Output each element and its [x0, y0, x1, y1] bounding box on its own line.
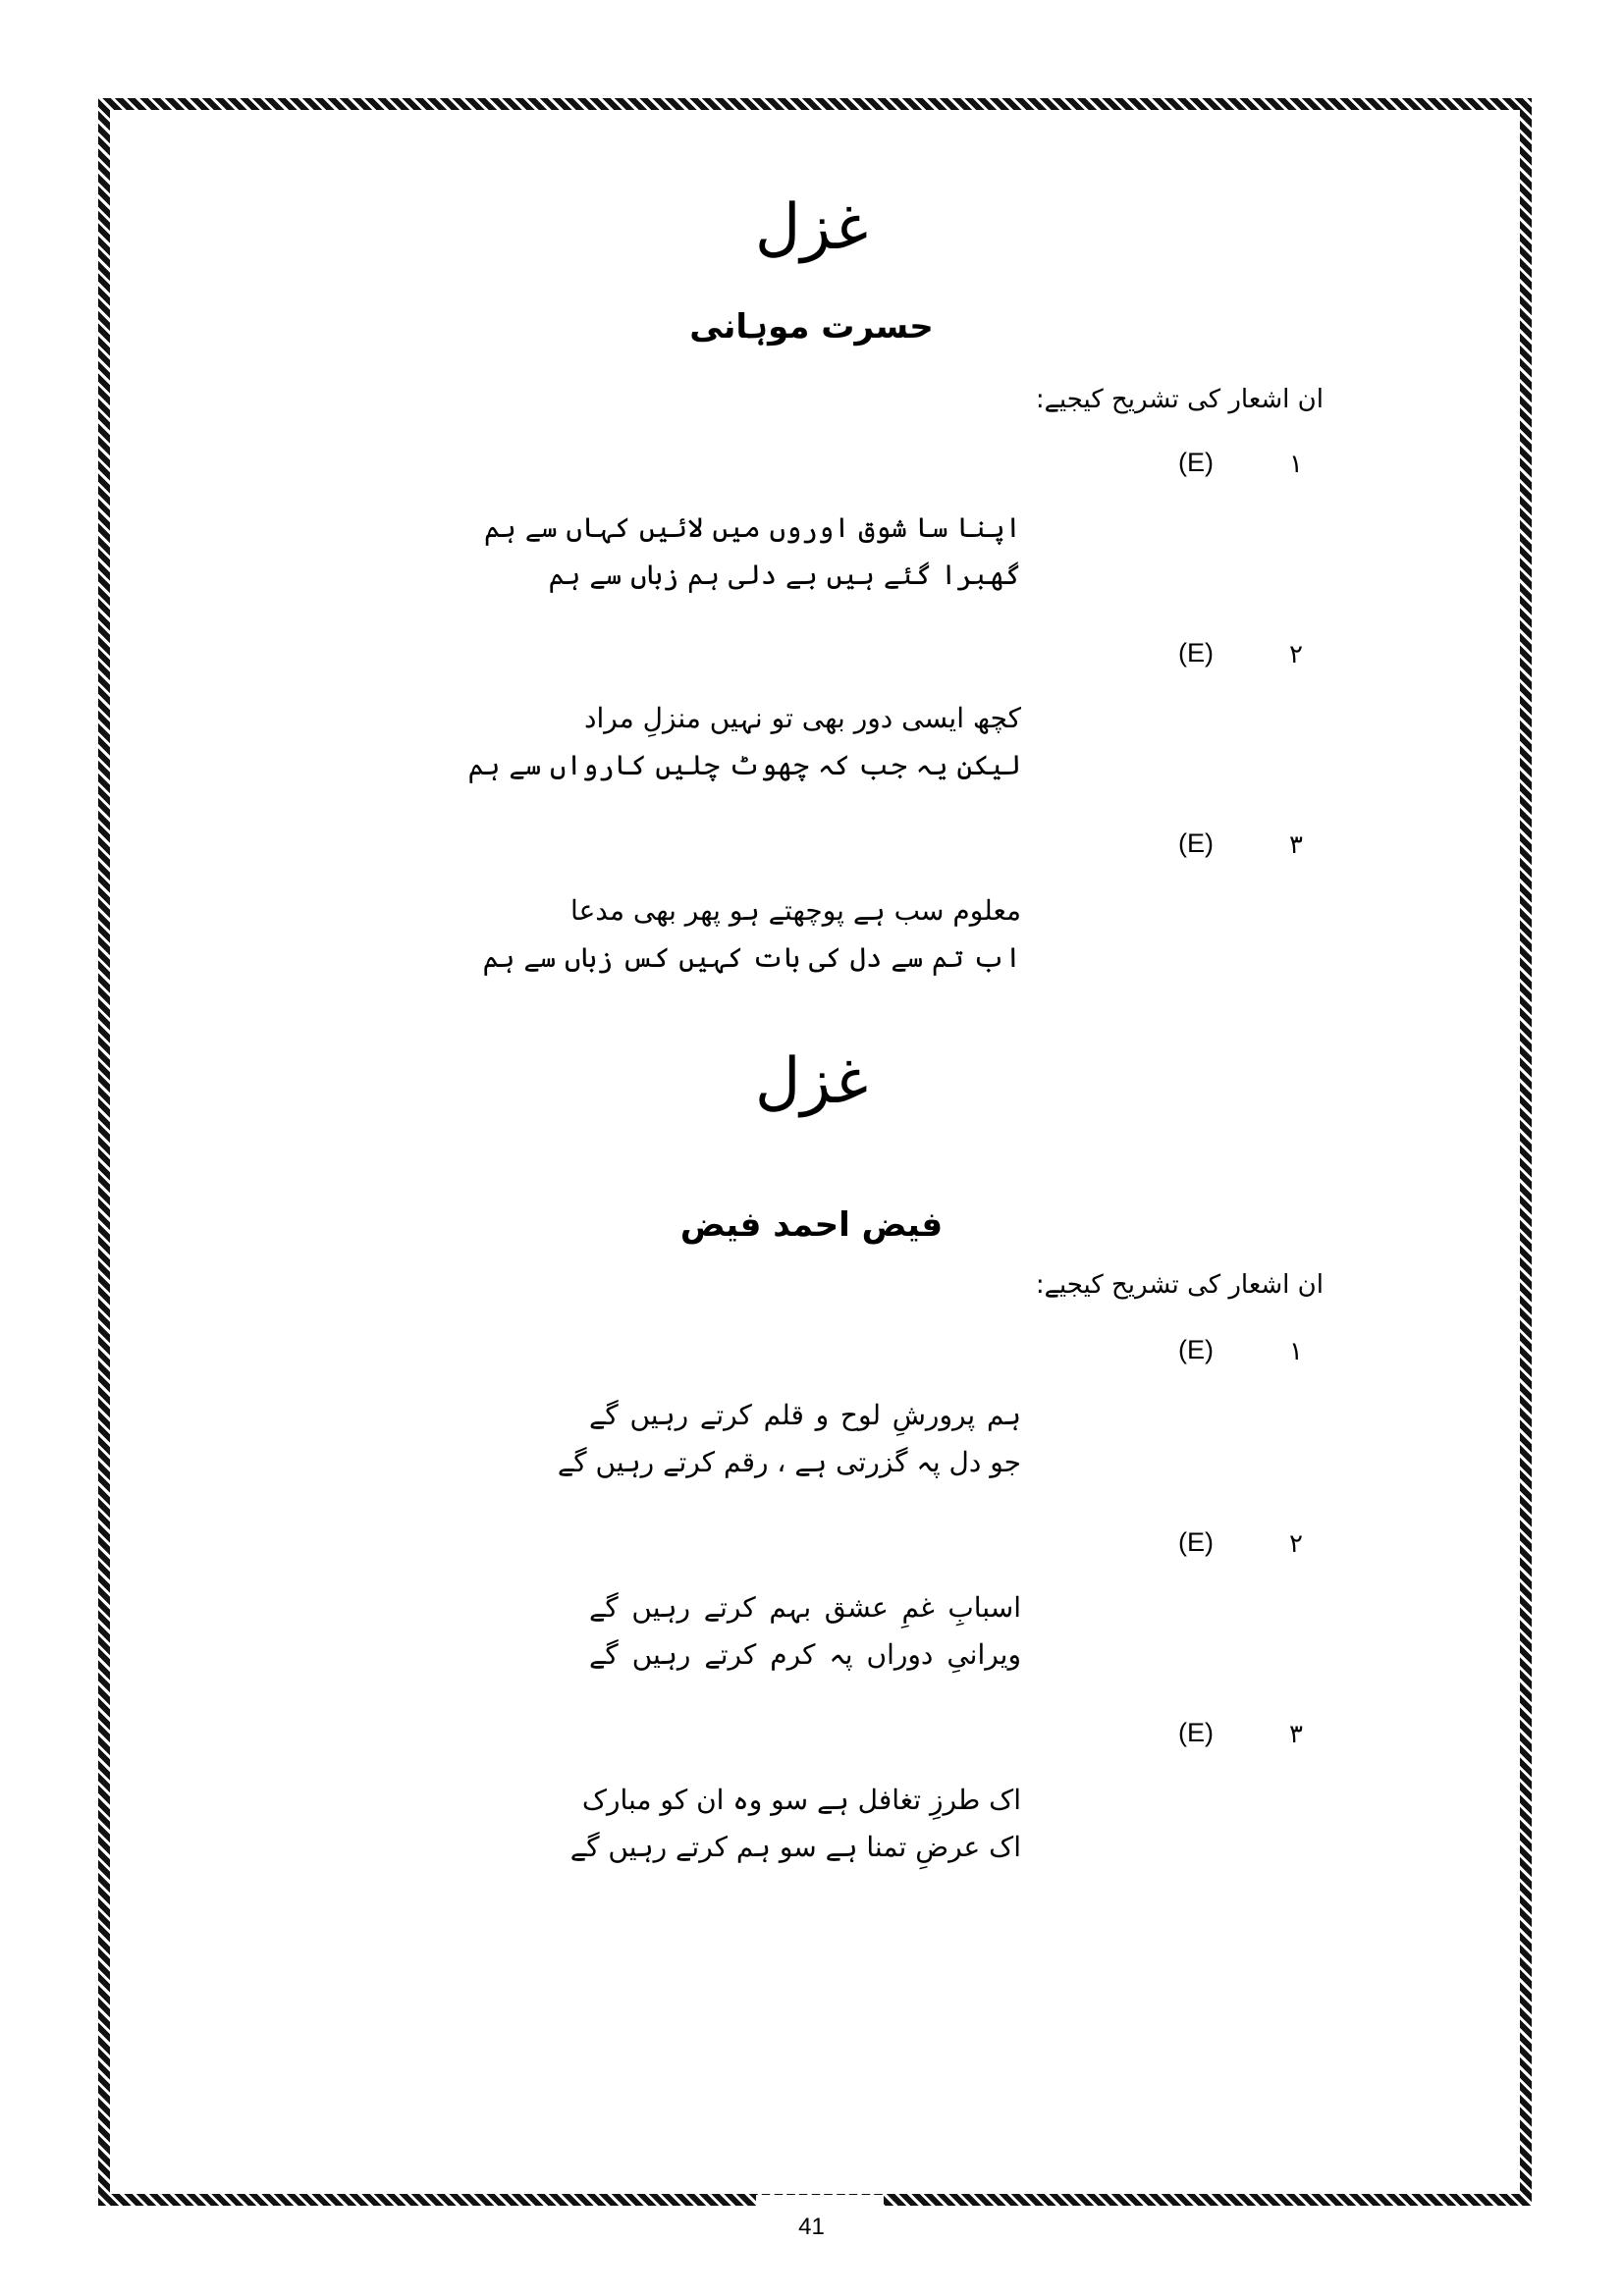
verse-line: اک طرزِ تغافل ہے سو وہ ان کو مبارک — [581, 1784, 1021, 1816]
section-2-q1-tag: (E) — [1178, 1335, 1214, 1364]
section-1-q2-number: ۲ — [1289, 640, 1303, 669]
verse-line: اک عرضِ تمنا ہے سو ہم کرتے رہیں گے — [569, 1831, 1021, 1863]
verse-line: اسبابِ غمِ عشق بہم کرتے رہیں گے — [589, 1591, 1021, 1624]
verse-line: معلوم سب ہے پوچھتے ہو پھر بھی مدعا — [570, 894, 1021, 927]
verse-line: جو دل پہ گزرتی ہے ، رقم کرتے رہیں گے — [557, 1446, 1021, 1478]
section-1-q3-couplet — [482, 887, 1021, 982]
section-2-q2-couplet — [589, 1584, 1021, 1679]
section-1-q2-tag: (E) — [1178, 638, 1214, 667]
section-2-q3-couplet — [569, 1777, 1021, 1871]
verse-line: اپنا سا شوق اوروں میں لائیں کہاں سے ہم — [484, 511, 1021, 544]
section-1-instruction: ان اشعار کی تشریح کیجیے: — [1035, 385, 1324, 414]
verse-line: گھبرا گئے ہیں بے دلی ہم زباں سے ہم — [548, 559, 1021, 591]
section-2-q1-couplet — [557, 1392, 1021, 1486]
section-1-q2-couplet — [467, 695, 1021, 789]
section-1-q1-number: ۱ — [1289, 450, 1303, 479]
section-2-q2-tag: (E) — [1178, 1527, 1214, 1557]
verse-line: لیکن یہ جب کہ چھوٹ چلیں کارواں سے ہم — [467, 749, 1021, 781]
section-1-q3-tag: (E) — [1178, 828, 1214, 858]
verse-line: ہم پرورشِ لوح و قلم کرتے رہیں گے — [589, 1399, 1021, 1431]
page-border — [98, 98, 1532, 2206]
section-1-title: غزل — [754, 191, 869, 264]
section-1-q1-tag: (E) — [1178, 448, 1214, 477]
page-border-gap — [756, 2195, 884, 2211]
section-2-q2-number: ۲ — [1289, 1529, 1303, 1559]
section-2-q3-tag: (E) — [1178, 1718, 1214, 1747]
section-2-instruction: ان اشعار کی تشریح کیجیے: — [1035, 1270, 1324, 1300]
section-2-poet: فیض احمد فیض — [679, 1205, 944, 1245]
section-1-q1-couplet — [484, 505, 1021, 599]
verse-line: ویرانیِ دوراں پہ کرم کرتے رہیں گے — [589, 1638, 1021, 1671]
section-1-poet: حسرت موہانی — [689, 307, 934, 347]
section-2-q3-number: ۳ — [1289, 1720, 1303, 1749]
verse-line: اب تم سے دل کی بات کہیں کس زباں سے ہم — [482, 941, 1021, 974]
section-2-title: غزل — [754, 1045, 869, 1118]
verse-line: کچھ ایسی دور بھی تو نہیں منزلِ مراد — [584, 702, 1021, 734]
section-2-q1-number: ۱ — [1289, 1337, 1303, 1366]
section-1-q3-number: ۳ — [1289, 830, 1303, 860]
page-number: 41 — [798, 2214, 825, 2240]
